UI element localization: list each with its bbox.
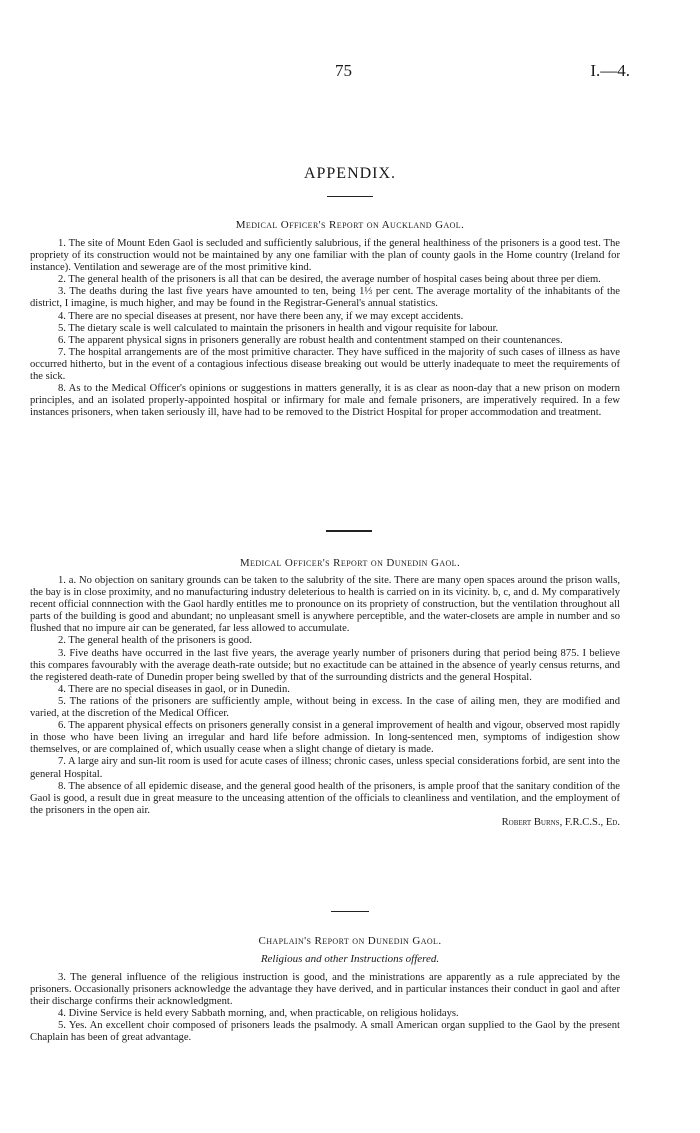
- paragraph: 6. The apparent physical effects on prisoners generally consist in a general improvement of health and vigour, observed most rapidly in those who have been living an irregular and hard life before admission. In long-sentenced men, symptoms of indigestion show themselves, or are complained of, which usually cease when a slight change of dietary is made.: [30, 720, 620, 756]
- paragraph: 2. The general health of the prisoners is all that can be desired, the average number of hospital cases being about three per diem.: [58, 274, 601, 286]
- auckland-report-body: [30, 238, 620, 419]
- paragraph: 5. The rations of the prisoners are sufficiently ample, without being in excess. In the case of ailing men, they are modified and varied, at the discretion of the Medical Officer.: [30, 695, 620, 720]
- dunedin-medical-report-heading: Medical Officer's Report on Dunedin Gaol.: [239, 557, 461, 569]
- paragraph: 8. As to the Medical Officer's opinions or suggestions in matters generally, it is as clear as noon-day that a new prison on modern principles, and an isolated properly-appointed hospital or infirmary for male and female prisoners, are imperatively required. In a few instances prisoners, when taken seriously ill, have had to be removed to the District Hospital for proper accommodation and treatment.: [30, 383, 620, 419]
- paragraph: 1. The site of Mount Eden Gaol is secluded and sufficiently salubrious, if the general healthiness of the prisoners is a good test. The propriety of its construction would not be maintained by any one familiar with the plan of county gaols in the Home country (Ireland for instance). Ventilation and sewerage are of the most primitive kind.: [30, 238, 620, 274]
- paragraph: 5. Yes. An excellent choir composed of prisoners leads the psalmody. A small American organ supplied to the Gaol by the present Chaplain has been of great advantage.: [30, 1020, 620, 1044]
- paragraph: 5. The dietary scale is well calculated to maintain the prisoners in health and vigour requisite for labour.: [58, 322, 499, 334]
- paragraph: 3. The deaths during the last five years have amounted to ten, being 1⅓ per cent. The average mortality of the inhabitants of the district, I imagine, is much higher, and may be found in the Registrar-General's annual statistics.: [30, 286, 620, 310]
- paragraph: 2. The general health of the prisoners is good.: [58, 635, 252, 647]
- signature: Robert Burns, F.R.C.S., Ed.: [501, 816, 620, 828]
- paragraph: 4. There are no special diseases in gaol, or in Dunedin.: [58, 683, 290, 695]
- paragraph: 4. Divine Service is held every Sabbath morning, and, when practicable, on religious holidays.: [58, 1008, 459, 1020]
- auckland-report-heading: Medical Officer's Report on Auckland Gaol.: [235, 219, 465, 231]
- chaplain-report-subheading: Religious and other Instructions offered.: [260, 953, 440, 965]
- paragraph: 7. A large airy and sun-lit room is used for acute cases of illness; chronic cases, unless special considerations forbid, are sent into the general Hospital.: [30, 756, 620, 780]
- paragraph: 3. Five deaths have occurred in the last five years, the average yearly number of prisoners during that period being 875. I believe this compares favourably with the average death-rate outside; but no exactitude can be attained in the absence of yearly census returns, and the registered death-rate of Dunedin proper being swelled by that of the surrounding districts and the general Hospital.: [30, 647, 620, 683]
- title-rule: [327, 196, 373, 197]
- page-number: 75: [335, 61, 352, 80]
- appendix-title: APPENDIX.: [303, 165, 397, 182]
- paragraph: 6. The apparent physical signs in prisoners generally are robust health and contentment stamped on their countenances.: [58, 334, 563, 346]
- dunedin-medical-report-body: [30, 575, 620, 829]
- section-divider: [331, 911, 369, 912]
- paragraph: 7. The hospital arrangements are of the most primitive character. They have sufficed in the majority of such cases of illness as have occurred hitherto, but in the event of a contagious infectious disease breaking out would be utterly inadequate to meet the requirements of the sick.: [30, 346, 620, 383]
- paragraph: 4. There are no special diseases at present, nor have there been any, if we may except accidents.: [58, 310, 464, 322]
- section-divider: [326, 530, 372, 532]
- paragraph: 8. The absence of all epidemic disease, and the general good health of the prisoners, is ample proof that the sanitary condition of the Gaol is good, a result due in great measure to the unceasing attention of the officials to cleanliness and ventilation, and the employment of the prisoners in the open air.: [30, 780, 620, 816]
- paragraph: 3. The general influence of the religious instruction is good, and the ministrations are apparently as a rule appreciated by the prisoners. Occasionally prisoners acknowledge the advantage they have derived, and in particular instances their conduct in gaol and after their discharge confirms their acknowledgment.: [30, 972, 620, 1008]
- chaplain-report-body: [30, 972, 620, 1045]
- document-reference: I.—4.: [590, 61, 630, 80]
- chaplain-report-heading: Chaplain's Report on Dunedin Gaol.: [258, 935, 442, 947]
- paragraph: 1. a. No objection on sanitary grounds can be taken to the salubrity of the site. There are many open spaces around the prison walls, the bay is in close proximity, and no manufacturing industry deleterious to health is carried on in its vicinity. b, c, and d. My comparatively recent official connnection with the Gaol hardly entitles me to pronounce on its propriety of construction, but the ventilation throughout all parts of the building is good and abundant; no unpleasant smell is anywhere perceptible, and the water-closets are ample in number and so flushed that no impure air can be generated, far less allowed to accumulate.: [30, 575, 620, 635]
